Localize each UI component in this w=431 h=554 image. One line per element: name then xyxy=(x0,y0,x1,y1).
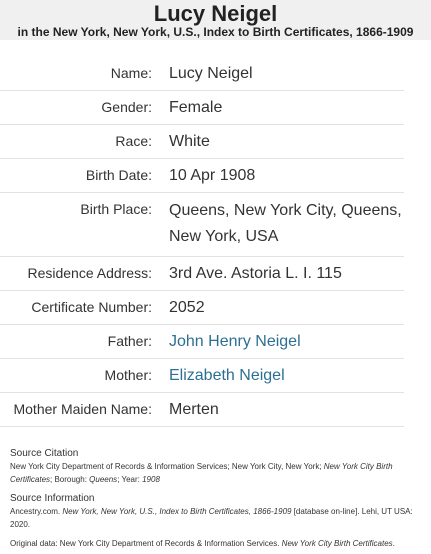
record-row-certificate-number xyxy=(0,291,404,325)
field-label: Race: xyxy=(115,133,152,149)
mother-link[interactable]: Elizabeth Neigel xyxy=(169,367,285,384)
record-row-mother-maiden-name xyxy=(0,393,404,427)
field-value: Lucy Neigel xyxy=(169,65,253,82)
field-label: Mother Maiden Name: xyxy=(13,401,152,417)
field-label: Gender: xyxy=(101,99,152,115)
record-row-birth-place xyxy=(0,193,404,257)
record-header xyxy=(0,0,431,40)
field-label: Mother: xyxy=(104,367,152,383)
record-row-race xyxy=(0,125,404,159)
source-information xyxy=(10,492,421,531)
field-value: Female xyxy=(169,99,223,116)
field-value: Queens, New York City, Queens, New York, USA xyxy=(169,202,402,245)
source-citation-text: New York City Department of Records & Information Services; New York City, New York; New York City Birth Certificates; Borough: Queens; Year: 1908 xyxy=(10,462,393,484)
field-value: 10 Apr 1908 xyxy=(169,167,256,184)
record-row-mother xyxy=(0,359,404,393)
field-value: 3rd Ave. Astoria L. I. 115 xyxy=(169,265,342,282)
field-label: Certificate Number: xyxy=(31,299,152,315)
record-row-residence-address xyxy=(0,257,404,291)
field-value: 2052 xyxy=(169,299,205,316)
field-value: Merten xyxy=(169,401,219,418)
record-row-birth-date xyxy=(0,159,404,193)
record-row-gender xyxy=(0,91,404,125)
source-information-text: Ancestry.com. New York, New York, U.S., Index to Birth Certificates, 1866-1909 [database on-line]. Lehi, UT USA: 2020. xyxy=(10,507,413,529)
source-information-title: Source Information xyxy=(10,493,95,504)
collection-subtitle: in the New York, New York, U.S., Index to Birth Certificates, 1866-1909 xyxy=(17,25,414,39)
record-row-father xyxy=(0,325,404,359)
field-label: Name: xyxy=(110,65,152,81)
source-section xyxy=(0,447,431,550)
page-title: Lucy Neigel xyxy=(153,1,278,26)
original-data-text: Original data: New York City Department of Records & Information Services. New York City Birth Certificates. xyxy=(10,539,395,548)
record-row-name xyxy=(0,57,404,91)
field-label: Birth Place: xyxy=(80,201,152,217)
field-label: Birth Date: xyxy=(85,167,152,183)
source-citation xyxy=(10,447,421,486)
field-label: Residence Address: xyxy=(27,265,152,281)
record-table xyxy=(0,57,431,427)
field-label: Father: xyxy=(107,333,152,349)
original-data xyxy=(10,537,421,550)
source-citation-title: Source Citation xyxy=(10,448,79,459)
father-link[interactable]: John Henry Neigel xyxy=(169,333,301,350)
field-value: White xyxy=(169,133,210,150)
